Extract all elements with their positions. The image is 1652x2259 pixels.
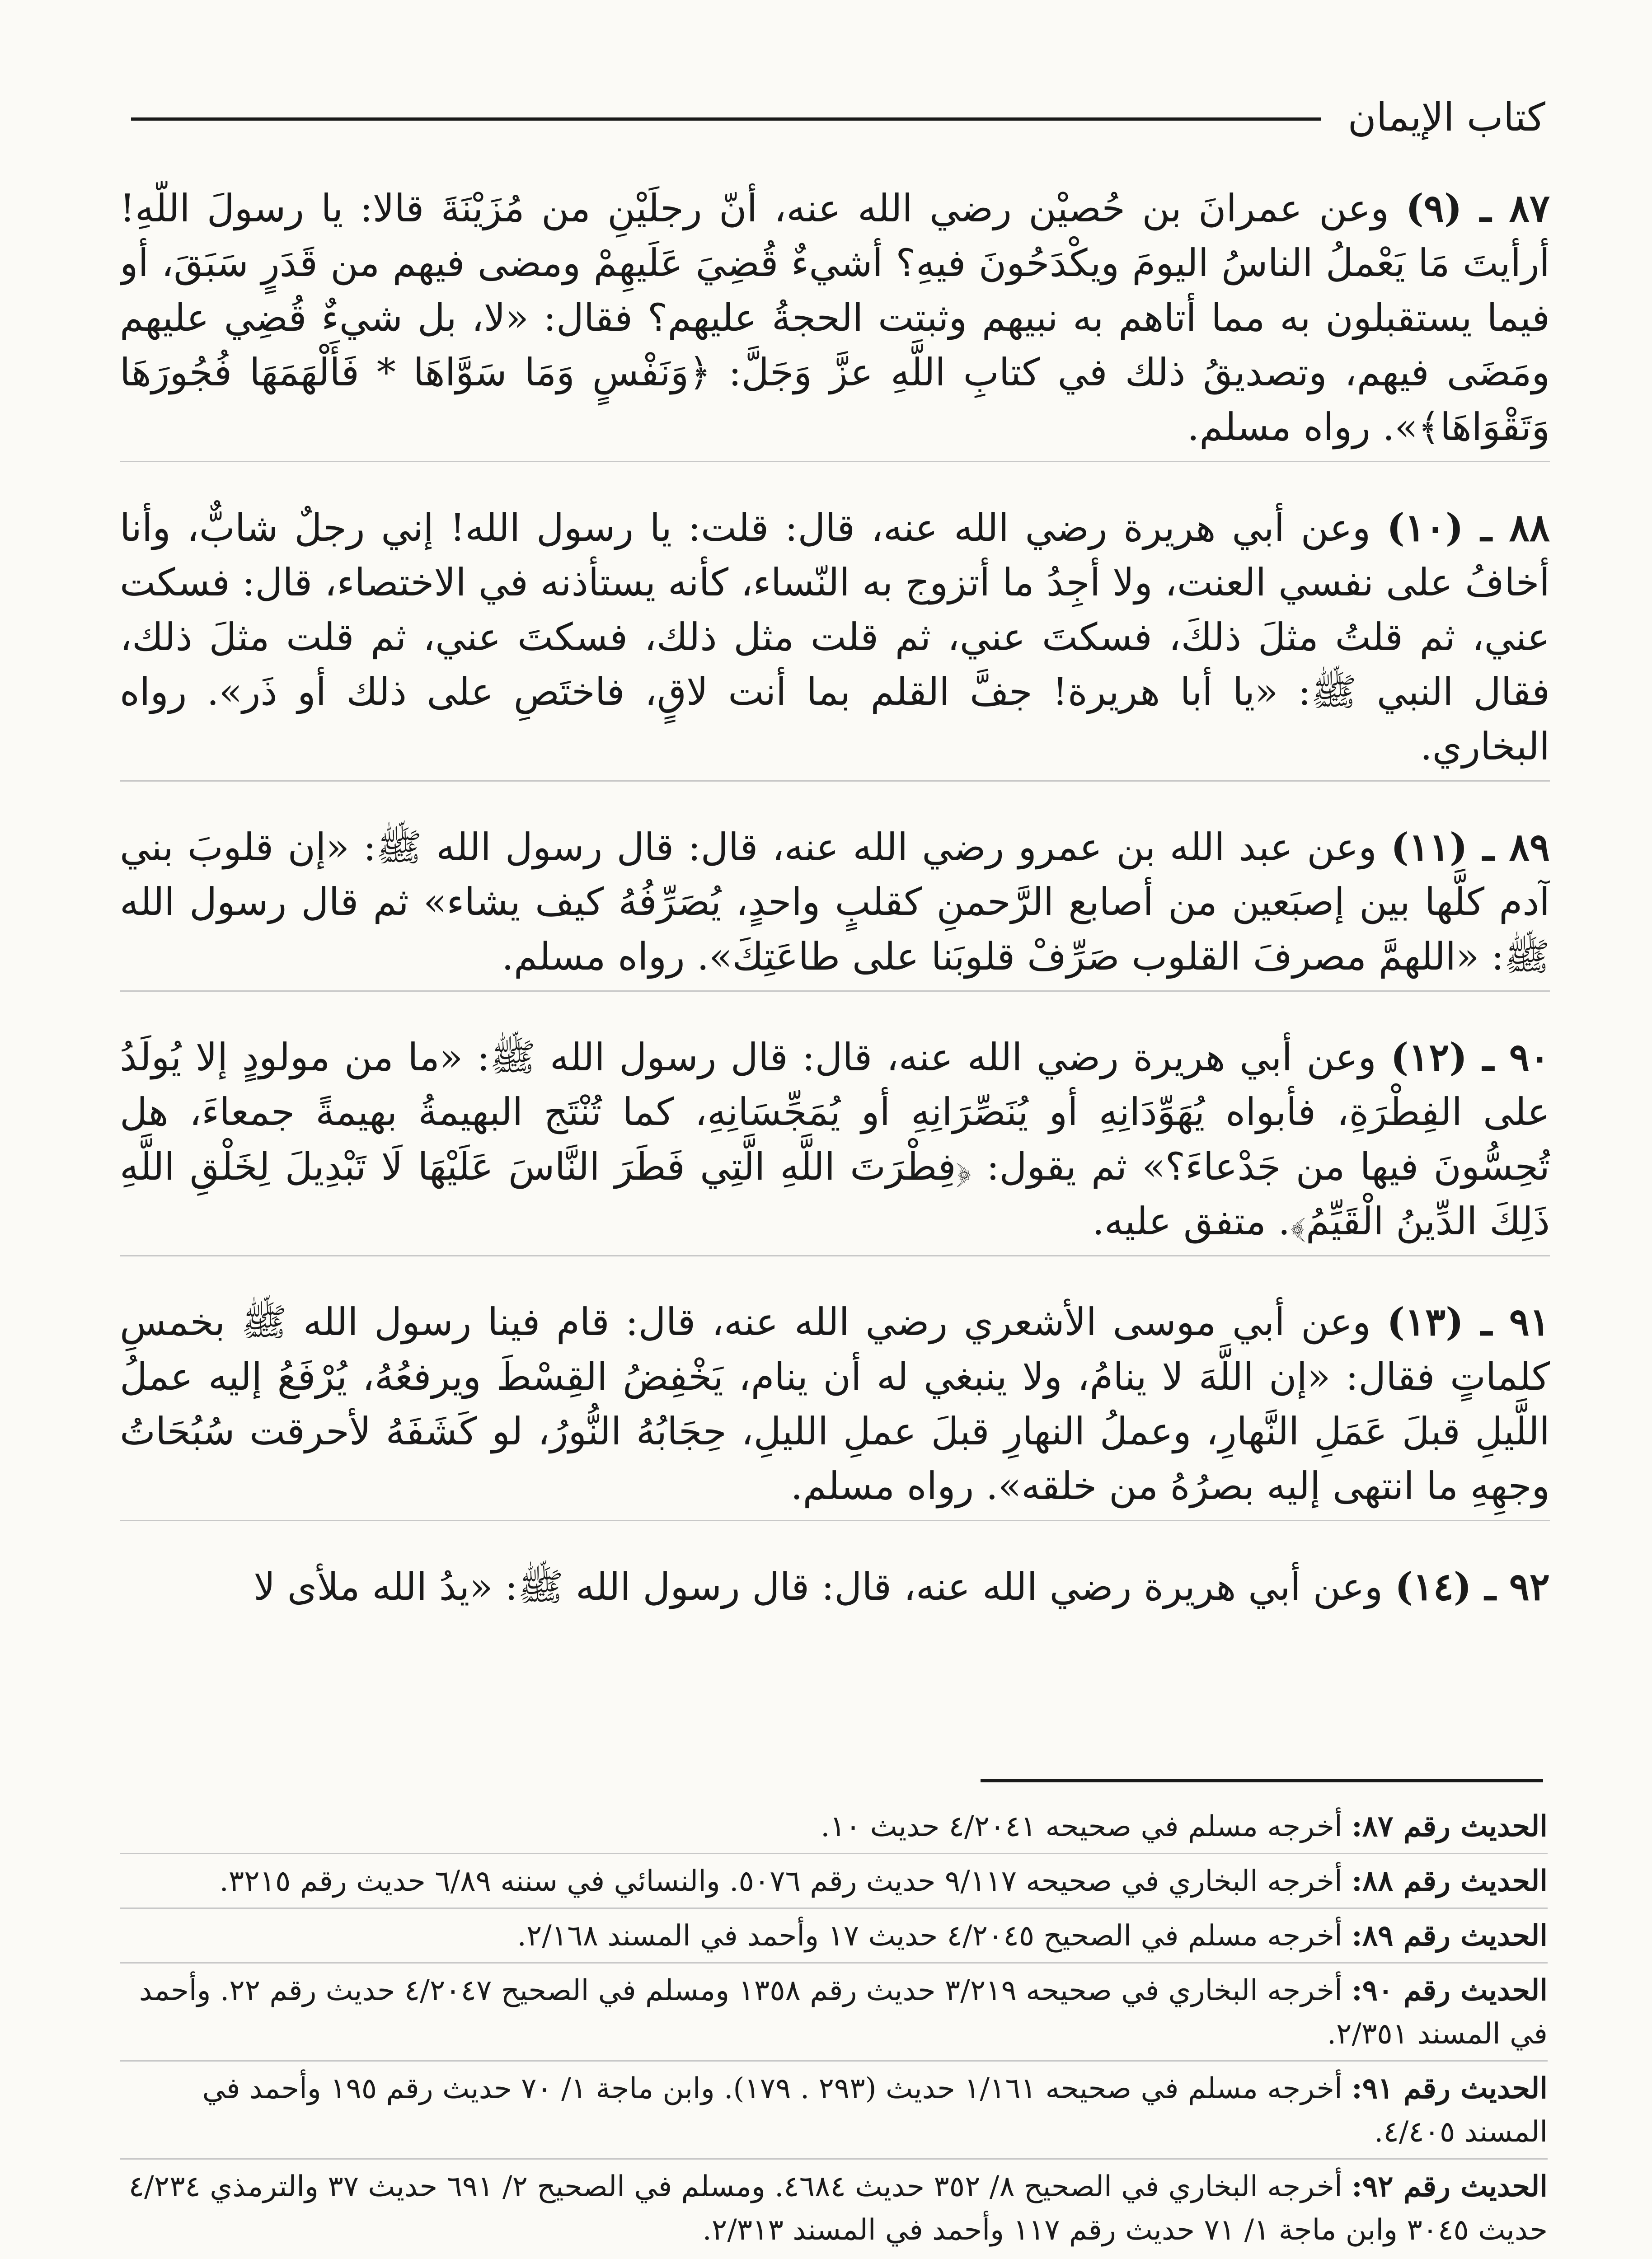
hadith-91 — [120, 1294, 1550, 1521]
hadith-text: وعن أبي هريرة رضي الله عنه، قال: قال رسول الله ﷺ: «ما من مولودٍ إلا يُولَدُ على الفِطْرَةِ، فأبواه يُهَوِّدَانِهِ أو يُنَصِّرَانِهِ أو يُمَجِّسَانِهِ، كما تُنْتَج البهيمةُ بهيمةً جمعاءَ، هل تُحِسُّونَ فيها من جَدْعاءَ؟» ثم يقول: ﴿فِطْرَتَ اللَّهِ الَّتِي فَطَرَ النَّاسَ عَلَيْهَا لَا تَبْدِيلَ لِخَلْقِ اللَّهِ ذَلِكَ الدِّينُ الْقَيِّمُ﴾. متفق عليه. — [120, 1035, 1550, 1243]
hadith-text: وعن أبي هريرة رضي الله عنه، قال: قال رسول الله ﷺ: «يدُ الله ملأى لا — [253, 1565, 1383, 1609]
header-rule — [131, 117, 1321, 121]
footnote-87 — [120, 1805, 1548, 1854]
footnote-text: أخرجه مسلم في صحيحه ٤/٢٠٤١ حديث ١٠. — [821, 1810, 1342, 1843]
footnote-text: أخرجه البخاري في صحيحه ٣/٢١٩ حديث رقم ١٣٥٨ ومسلم في الصحيح ٤/٢٠٤٧ حديث رقم ٢٢. وأحمد في المسند ٢/٣٥١. — [139, 1974, 1548, 2051]
footnote-label: الحديث رقم ٨٧: — [1352, 1809, 1548, 1843]
footnote-91 — [120, 2067, 1548, 2160]
hadith-number: ٨٨ ـ (١٠) — [1386, 505, 1550, 550]
footnote-89 — [120, 1914, 1548, 1964]
footnote-text: أخرجه البخاري في الصحيح ٨/ ٣٥٢ حديث ٤٦٨٤. ومسلم في الصحيح ٢/ ٦٩١ حديث ٣٧ والترمذي ٤/٢٣٤ حديث ٣٠٤٥ وابن ماجة ١/ ٧١ حديث رقم ١١٧ وأحمد في المسند ٢/٣١٣. — [128, 2170, 1548, 2247]
footnote-label: الحديث رقم ٨٨: — [1352, 1864, 1548, 1898]
hadith-88 — [120, 500, 1550, 782]
hadith-number: ٨٩ ـ (١١) — [1391, 825, 1550, 869]
hadith-text: وعن أبي موسى الأشعري رضي الله عنه، قال: قام فينا رسول الله ﷺ بخمسِ كلماتٍ فقال: «إن اللَّهَ لا ينامُ، ولا ينبغي له أن ينام، يَخْفِضُ القِسْطَ ويرفعُهُ، يُرْفَعُ إليه عملُ اللَّيلِ قبلَ عَمَلِ النَّهارِ، وعملُ النهارِ قبلَ عملِ الليلِ، حِجَابُهُ النُّورُ، لو كَشَفَهُ لأحرقت سُبُحَاتُ وجهِهِ ما انتهى إليه بصرُهُ من خلقه». رواه مسلم. — [120, 1300, 1550, 1508]
footnote-rule — [981, 1779, 1543, 1782]
hadith-text: وعن عبد الله بن عمرو رضي الله عنه، قال: قال رسول الله ﷺ: «إن قلوبَ بني آدم كلَّها بين إصبَعين من أصابع الرَّحمنِ كقلبٍ واحدٍ، يُصَرِّفُهُ كيف يشاء» ثم قال رسول الله ﷺ: «اللهمَّ مصرفَ القلوب صَرِّفْ قلوبَنا على طاعَتِكَ». رواه مسلم. — [120, 825, 1550, 979]
hadith-number: ٨٧ ـ (٩) — [1406, 186, 1550, 230]
hadith-number: ٩١ ـ (١٣) — [1387, 1299, 1550, 1344]
hadith-89 — [120, 820, 1550, 992]
footnote-label: الحديث رقم ٩٠: — [1352, 1973, 1548, 2007]
footnote-label: الحديث رقم ٩١: — [1352, 2072, 1548, 2105]
hadith-92 — [120, 1559, 1550, 1621]
footnote-90 — [120, 1969, 1548, 2062]
hadith-text: وعن أبي هريرة رضي الله عنه، قال: قلت: يا رسول الله! إني رجلٌ شابٌّ، وأنا أخافُ على نفسي العنت، ولا أجِدُ ما أتزوج به النّساء، كأنه يستأذنه في الاختصاء، قال: فسكت عني، ثم قلتُ مثلَ ذلكَ، فسكتَ عني، ثم قلت مثل ذلك، فسكتَ عني، ثم قلت مثلَ ذلك، فقال النبي ﷺ: «يا أبا هريرة! جفَّ القلم بما أنت لاقٍ، فاختَصِ على ذلك أو ذَر». رواه البخاري. — [120, 506, 1550, 769]
hadith-87 — [120, 181, 1550, 462]
main-text — [120, 181, 1550, 1735]
hadith-number: ٩٢ ـ (١٤) — [1394, 1564, 1550, 1609]
footnote-text: أخرجه البخاري في صحيحه ٩/١١٧ حديث رقم ٥٠٧٦. والنسائي في سننه ٦/٨٩ حديث رقم ٣٢١٥. — [219, 1865, 1342, 1898]
running-header — [131, 77, 1545, 158]
footnote-88 — [120, 1860, 1548, 1909]
footnotes — [120, 1805, 1548, 2259]
footnote-label: الحديث رقم ٩٢: — [1352, 2170, 1548, 2203]
running-title: كتاب الإيمان — [1347, 95, 1545, 140]
footnote-text: أخرجه مسلم في صحيحه ١/١٦١ حديث (٢٩٣ . ١٧٩). وابن ماجة ١/ ٧٠ حديث رقم ١٩٥ وأحمد في المسند ٤/٤٠٥. — [202, 2072, 1548, 2149]
hadith-text: وعن عمرانَ بن حُصيْن رضي الله عنه، أنّ رجلَيْنِ من مُزَيْنَةَ قالا: يا رسولَ اللَّهِ! أرأيتَ مَا يَعْملُ الناسُ اليومَ ويكْدَحُونَ فيهِ؟ أشيءٌ قُضِيَ عَلَيهِمْ ومضى فيهم من قَدَرٍ سَبَقَ، أو فيما يستقبلون به مما أتاهم به نبيهم وثبتت الحجةُ عليهم؟ فقال: «لا، بل شيءٌ قُضِي عليهم ومَضَى فيهم، وتصديقُ ذلك في كتابِ اللَّهِ عزَّ وَجَلَّ: ﴿وَنَفْسٍ وَمَا سَوَّاهَا * فَأَلْهَمَهَا فُجُورَهَا وَتَقْوَاهَا﴾». رواه مسلم. — [120, 186, 1550, 449]
hadith-90 — [120, 1030, 1550, 1256]
hadith-number: ٩٠ ـ (١٢) — [1390, 1035, 1550, 1079]
footnote-92 — [120, 2165, 1548, 2256]
footnote-text: أخرجه مسلم في الصحيح ٤/٢٠٤٥ حديث ١٧ وأحمد في المسند ٢/١٦٨. — [517, 1919, 1342, 1953]
footnote-label: الحديث رقم ٨٩: — [1352, 1919, 1548, 1953]
